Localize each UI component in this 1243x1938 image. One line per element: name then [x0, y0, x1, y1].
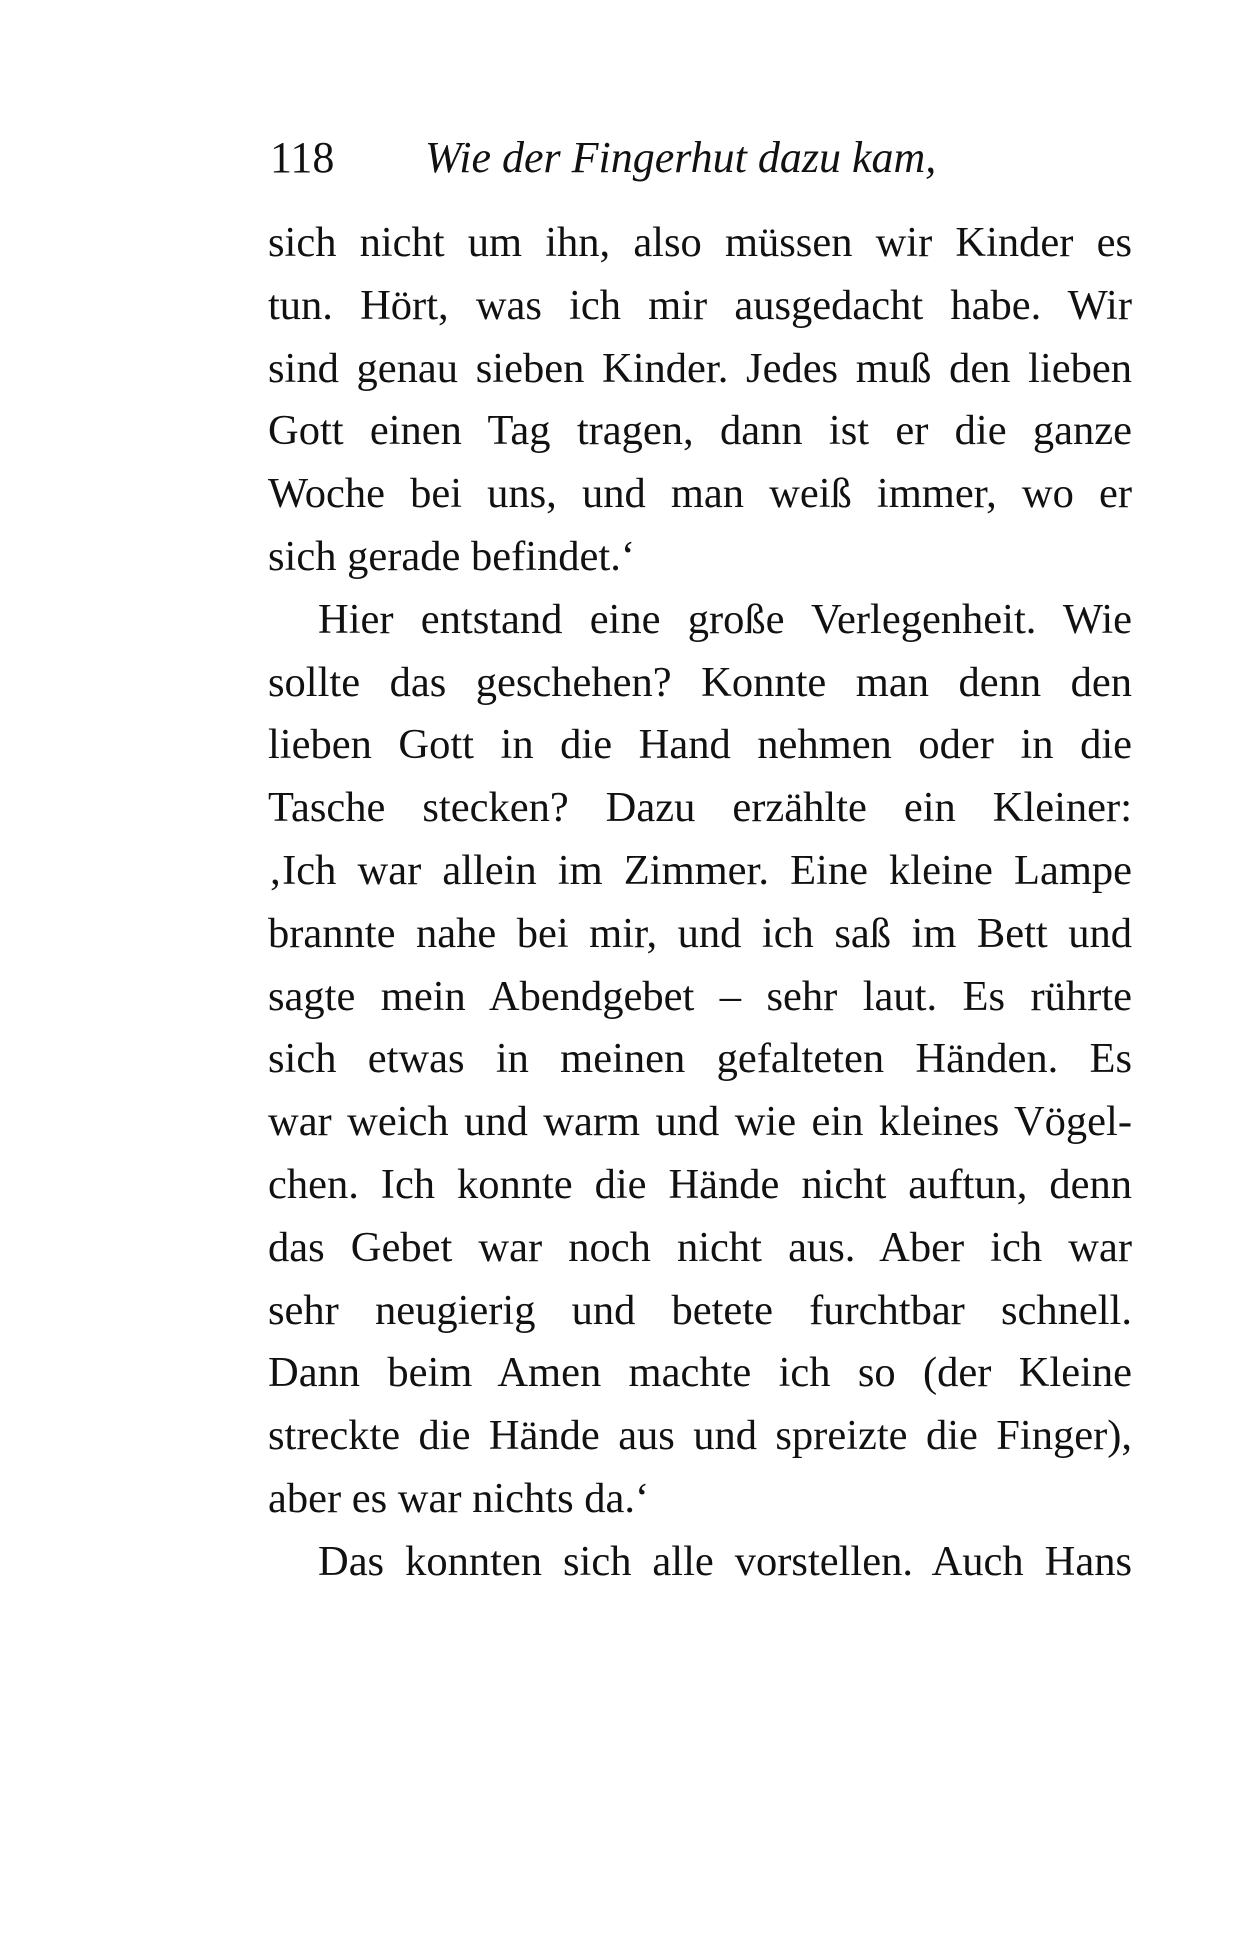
- text-line: Das konnten sich alle vorstellen. Auch Hans: [318, 1537, 1132, 1585]
- text-line: lieben Gott in die Hand nehmen oder in die: [268, 721, 1132, 769]
- text-line: ‚Ich war allein im Zimmer. Eine kleine Lampe: [268, 846, 1132, 894]
- text-line: streckte die Hände aus und spreizte die Finger),: [268, 1412, 1132, 1460]
- text-line: Woche bei uns, und man weiß immer, wo er: [268, 470, 1132, 518]
- text-line: Gott einen Tag tragen, dann ist er die ganze: [268, 407, 1132, 455]
- body-text: [268, 212, 1132, 1594]
- text-line: Tasche stecken? Dazu erzählte ein Kleiner:: [268, 784, 1132, 832]
- text-line: war weich und warm und wie ein kleines Vögel-: [268, 1098, 1132, 1146]
- page-number: 118: [270, 133, 335, 182]
- text-line: sich nicht um ihn, also müssen wir Kinder es: [268, 219, 1132, 266]
- text-line: Hier entstand eine große Verlegenheit. Wie: [318, 595, 1132, 643]
- text-line: sollte das geschehen? Konnte man denn den: [268, 658, 1132, 706]
- text-line: sich gerade befindet.‘: [268, 532, 635, 580]
- text-line: sagte mein Abendgebet – sehr laut. Es rührte: [268, 972, 1132, 1020]
- running-head: [270, 128, 1130, 188]
- text-line: tun. Hört, was ich mir ausgedacht habe. Wir: [268, 281, 1132, 329]
- text-line: sind genau sieben Kinder. Jedes muß den lieben: [268, 344, 1132, 392]
- text-line: sich etwas in meinen gefalteten Händen. Es: [268, 1035, 1132, 1083]
- running-title: Wie der Fingerhut dazu kam,: [425, 133, 937, 182]
- text-line: sehr neugierig und betete furchtbar schnell.: [268, 1286, 1132, 1334]
- text-line: brannte nahe bei mir, und ich saß im Bett und: [268, 909, 1132, 957]
- text-line: das Gebet war noch nicht aus. Aber ich war: [268, 1223, 1132, 1271]
- text-line: Dann beim Amen machte ich so (der Kleine: [268, 1349, 1132, 1397]
- text-line: aber es war nichts da.‘: [268, 1474, 650, 1522]
- text-line: chen. Ich konnte die Hände nicht auftun, denn: [268, 1160, 1132, 1208]
